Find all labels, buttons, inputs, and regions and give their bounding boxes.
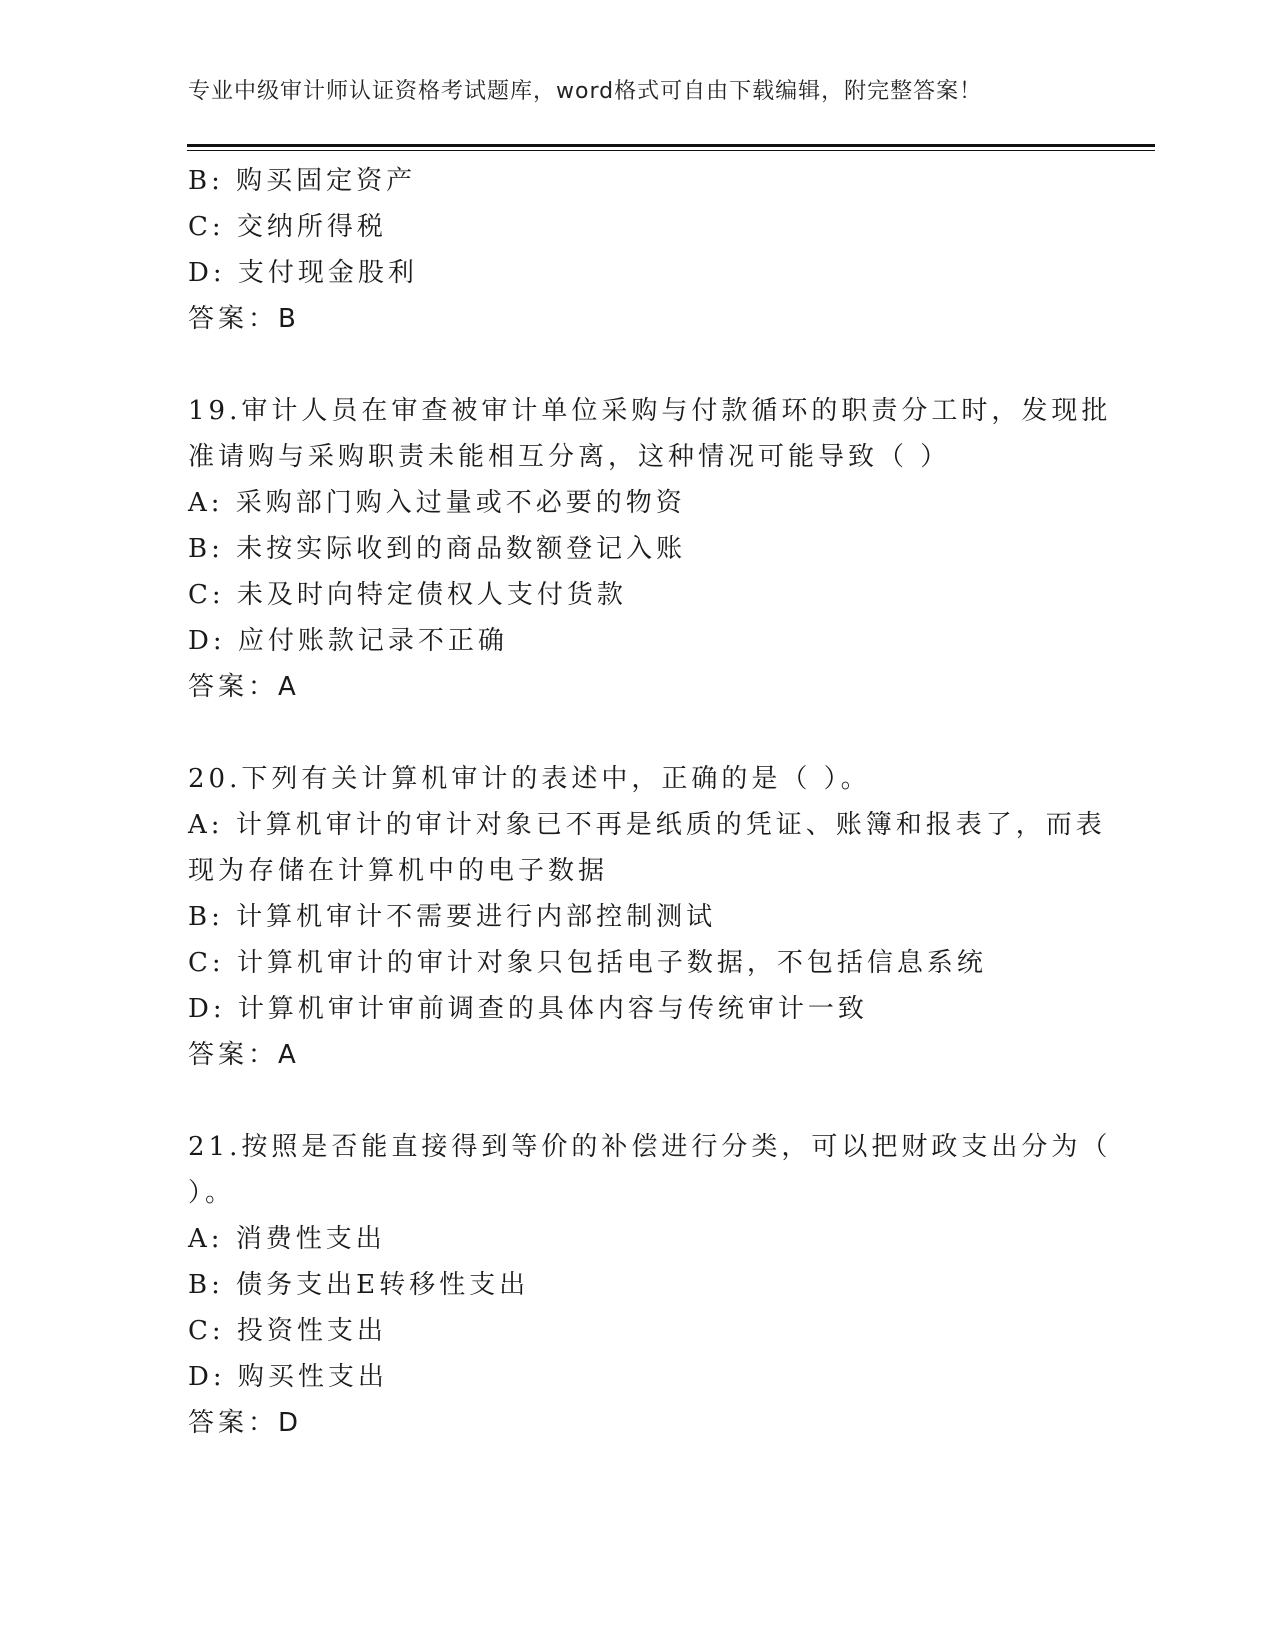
spacer	[188, 342, 1088, 388]
q19-option-c: C: 未及时向特定债权人支付货款	[188, 580, 627, 610]
q20-option-a-line1: A: 计算机审计的审计对象已不再是纸质的凭证、账簿和报表了，而表	[188, 810, 1106, 840]
q19-option-d: D: 应付账款记录不正确	[188, 626, 508, 656]
q19-stem-line2: 准请购与采购职责未能相互分离，这种情况可能导致（ ）	[188, 442, 951, 472]
q18-option-c: C: 交纳所得税	[188, 212, 387, 242]
header-rule-thin	[187, 150, 1155, 151]
q20-option-c: C: 计算机审计的审计对象只包括电子数据，不包括信息系统	[188, 948, 987, 978]
q20-option-b: B: 计算机审计不需要进行内部控制测试	[188, 902, 717, 932]
q18-option-d: D: 支付现金股利	[188, 258, 418, 288]
q20-answer: 答案：A	[188, 1040, 300, 1070]
question-19	[188, 388, 1112, 710]
q18-option-b: B: 购买固定资产	[188, 166, 417, 196]
question-list	[188, 158, 1112, 1446]
q20-stem: 20.下列有关计算机审计的表述中，正确的是（ ）。	[188, 764, 871, 794]
q19-stem-line1: 19.审计人员在审查被审计单位采购与付款循环的职责分工时，发现批	[188, 396, 1112, 426]
q19-option-b: B: 未按实际收到的商品数额登记入账	[188, 534, 687, 564]
q21-stem-line1: 21.按照是否能直接得到等价的补偿进行分类，可以把财政支出分为（	[188, 1132, 1112, 1162]
q21-option-a: A: 消费性支出	[188, 1224, 386, 1254]
page-header: 专业中级审计师认证资格考试题库，word格式可自由下载编辑，附完整答案！	[188, 79, 983, 104]
q18-answer: 答案：B	[188, 304, 300, 334]
question-18-tail	[188, 158, 1088, 342]
q21-stem-line2: ）。	[188, 1178, 236, 1208]
q21-option-c: C: 投资性支出	[188, 1316, 387, 1346]
header-rule-thick	[187, 144, 1155, 147]
question-21	[188, 1124, 1112, 1446]
q19-answer: 答案：A	[188, 672, 300, 702]
q19-option-a: A: 采购部门购入过量或不必要的物资	[188, 488, 686, 518]
q21-answer: 答案：D	[188, 1408, 303, 1438]
question-20	[188, 756, 1106, 1078]
spacer	[188, 710, 1088, 756]
q20-option-d: D: 计算机审计审前调查的具体内容与传统审计一致	[188, 994, 868, 1024]
q20-option-a-line2: 现为存储在计算机中的电子数据	[188, 856, 609, 886]
q21-option-b: B: 债务支出E转移性支出	[188, 1270, 530, 1300]
spacer	[188, 1078, 1088, 1124]
q21-option-d: D: 购买性支出	[188, 1362, 388, 1392]
